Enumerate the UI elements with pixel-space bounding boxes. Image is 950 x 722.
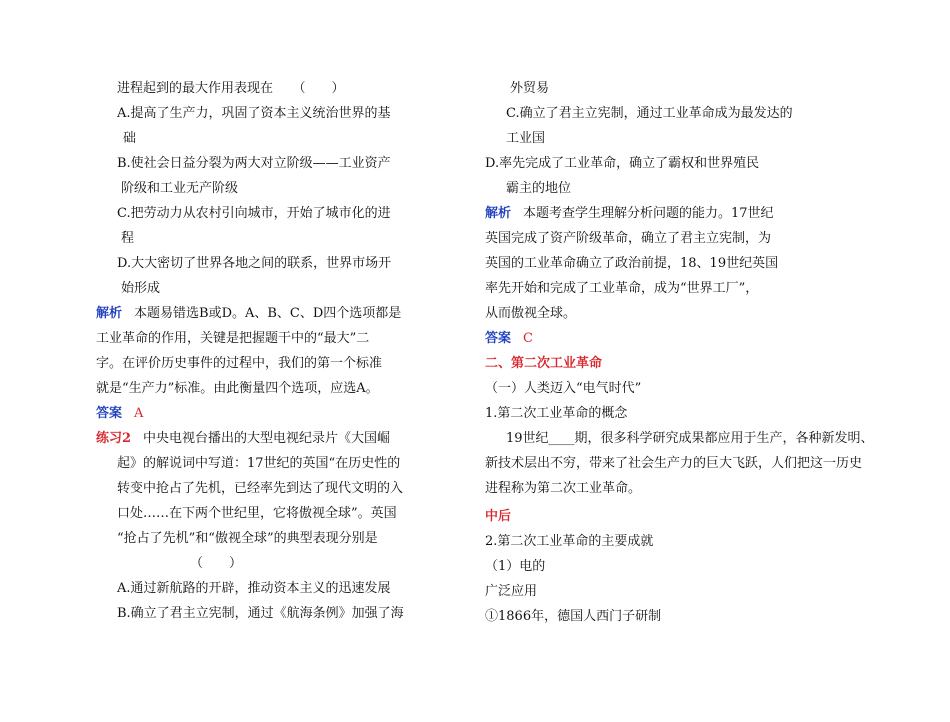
q1-option-b: B.使社会日益分裂为两大对立阶级——工业资产 xyxy=(117,156,391,171)
exercise-2-line-4: 口处……在下两个世纪里，它将傲视全球”。英国 xyxy=(117,506,397,521)
q1-answer xyxy=(96,405,143,423)
q1-option-d-cont: 始形成 xyxy=(121,281,161,296)
answer-value: C xyxy=(523,331,533,346)
item-1-heading: 1.第二次工业革命的概念 xyxy=(485,406,628,421)
analysis-text: 本题易错选B或D。A、B、C、D四个选项都是 xyxy=(134,306,402,321)
ex2-option-c-cont: 工业国 xyxy=(506,131,546,146)
q1-option-a-cont: 础 xyxy=(123,131,137,146)
q1-analysis-line-3: 字。在评价历史事件的过程中，我们的第一个标准 xyxy=(96,356,383,371)
ex2-analysis-line-5: 从而傲视全球。 xyxy=(485,306,577,321)
exercise-2-text: 中央电视台播出的大型电视纪录片《大国崛 xyxy=(143,431,391,446)
answer-label: 答案 xyxy=(96,406,123,421)
ex2-analysis-line-4: 率先开始和完成了工业革命，成为“世界工厂”， xyxy=(485,281,759,296)
answer-value: A xyxy=(134,406,144,421)
item-2-heading: 2.第二次工业革命的主要成就 xyxy=(485,534,654,549)
exercise-2-stem xyxy=(96,430,390,448)
subsection-heading: （一）人类迈入“电气时代” xyxy=(485,381,642,396)
exercise-2-option-a: A.通过新航路的开辟，推动资本主义的迅速发展 xyxy=(117,581,391,596)
exercise-2-line-2: 起》的解说词中写道：17世纪的英国“在历史性的 xyxy=(117,456,401,471)
ex2-analysis-line-3: 英国的工业革命确立了政治前提，18、19世纪英国 xyxy=(485,256,779,271)
point-1: ①1866年，德国人西门子研制 xyxy=(485,609,662,624)
sub-item-1: （1）电的 xyxy=(485,559,546,574)
exercise-2-line-3: 转变中抢占了先机，已经率先到达了现代文明的入 xyxy=(117,481,404,496)
ex2-analysis xyxy=(485,205,774,223)
ex2-analysis-line-2: 英国完成了资产阶级革命，确立了君主立宪制，为 xyxy=(485,231,772,246)
q1-option-d: D.大大密切了世界各地之间的联系，世界市场开 xyxy=(117,256,392,271)
q1-option-b-cont: 阶级和工业无产阶级 xyxy=(121,181,239,196)
exercise-2-paren: （ ） xyxy=(190,556,243,571)
sub-item-1-cont: 广泛应用 xyxy=(485,584,538,599)
section-heading: 二、第二次工业革命 xyxy=(485,356,603,371)
analysis-label: 解析 xyxy=(96,306,123,321)
answer-label: 答案 xyxy=(485,331,512,346)
exercise-2-option-b: B.确立了君主立宪制，通过《航海条例》加强了海 xyxy=(117,606,404,621)
q1-analysis-line-2: 工业革命的作用，关键是把握题干中的“最大”二 xyxy=(96,331,370,346)
analysis-text: 本题考查学生理解分析问题的能力。17世纪 xyxy=(523,206,774,221)
concept-line-2: 新技术层出不穷，带来了社会生产力的巨大飞跃，人们把这一历史 xyxy=(485,456,863,471)
ex2-option-b-cont: 外贸易 xyxy=(510,81,550,96)
ex2-answer xyxy=(485,330,533,348)
concept-line-1: 19世纪____期，很多科学研究成果都应用于生产，各种新发明、 xyxy=(506,431,874,446)
q1-option-a: A.提高了生产力，巩固了资本主义统治世界的基 xyxy=(117,106,391,121)
analysis-label: 解析 xyxy=(485,206,512,221)
q1-option-c: C.把劳动力从农村引向城市，开始了城市化的进 xyxy=(117,206,391,221)
concept-line-3: 进程称为第二次工业革命。 xyxy=(485,481,642,496)
q1-stem-tail: 进程起到的最大作用表现在 （ ） xyxy=(117,81,345,96)
q1-analysis xyxy=(96,305,401,323)
exercise-2-line-5: “抢占了先机”和“傲视全球”的典型表现分别是 xyxy=(117,531,378,546)
fill-in-answer-marker: 中后 xyxy=(485,509,512,524)
exercise-label: 练习2 xyxy=(96,431,132,446)
ex2-option-d: D.率先完成了工业革命，确立了霸权和世界殖民 xyxy=(485,156,760,171)
q1-analysis-line-4: 就是“生产力”标准。由此衡量四个选项，应选A。 xyxy=(96,381,379,396)
q1-option-c-cont: 程 xyxy=(121,231,135,246)
ex2-option-d-cont: 霸主的地位 xyxy=(506,181,572,196)
ex2-option-c: C.确立了君主立宪制，通过工业革命成为最发达的 xyxy=(506,106,793,121)
